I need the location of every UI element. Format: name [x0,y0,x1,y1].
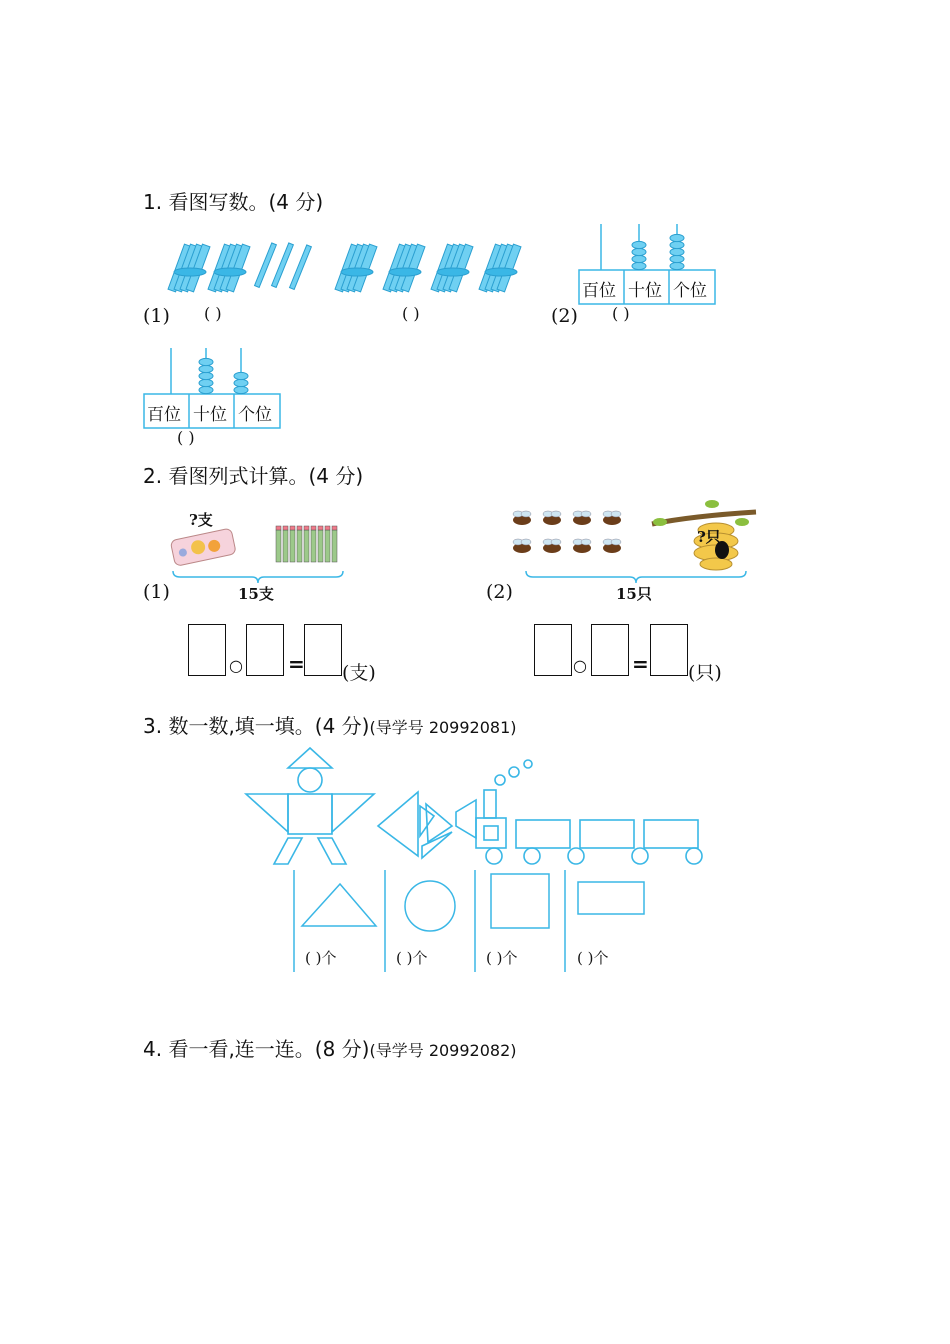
triangle-shape-icon [302,884,376,926]
q1-answer-blank-1[interactable]: ( ) [204,304,222,323]
pen-total-label: 15支 [238,585,274,603]
abacus-b-label-ones: 个位 [238,405,272,425]
question-4-code: (导学号 20992082) [369,1041,517,1060]
q2-eq1-box-2[interactable] [246,624,284,676]
q2-eq1-box-3[interactable] [304,624,342,676]
abacus-b-label-hundreds: 百位 [147,405,181,425]
question-3-code: (导学号 20992081) [369,718,517,737]
stick-bundles-illustration-2 [335,238,535,296]
bee-question-label: ?只 [697,528,721,546]
pen-total-brace [172,570,344,584]
count-blank-circle[interactable]: ( )个 [396,949,428,967]
stick-bundles-illustration-1 [168,238,328,296]
shape-figures-illustration [244,746,708,872]
pencil-case-illustration [168,526,240,566]
question-3-title [143,710,517,739]
q2-eq1-operator-circle[interactable]: ○ [229,656,243,675]
circle-shape-icon [405,881,455,931]
q2-part1-label: (1) [143,581,170,603]
q2-eq2-equals: = [632,652,649,676]
rectangle-shape-icon [578,882,644,914]
abacus-b-label-tens: 十位 [193,405,227,425]
q2-eq2-box-3[interactable] [650,624,688,676]
bee-total-brace [525,570,747,584]
question-4-title [143,1033,517,1062]
abacus-a-label-hundreds: 百位 [582,281,616,301]
bees-illustration [510,508,640,568]
q2-eq2-operator-circle[interactable]: ○ [573,656,587,675]
square-shape-icon [491,874,549,928]
q2-eq1-equals: = [288,652,305,676]
question-1-title: 1. 看图写数。(4 分) [143,190,324,214]
count-blank-rectangle[interactable]: ( )个 [577,949,609,967]
q2-part2-label: (2) [486,581,513,603]
q2-eq1-unit: (支) [342,662,376,684]
q2-eq2-box-2[interactable] [591,624,629,676]
pen-question-label: ?支 [189,511,213,529]
question-3-text: 3. 数一数,填一填。(4 分) [143,714,370,738]
count-blank-square[interactable]: ( )个 [486,949,518,967]
q2-eq2-unit: (只) [688,662,722,684]
abacus-a-label-ones: 个位 [673,281,707,301]
abacus-a-label-tens: 十位 [628,281,662,301]
bee-total-label: 15只 [616,585,652,603]
q1-answer-blank-2[interactable]: ( ) [402,304,420,323]
q2-eq2-box-1[interactable] [534,624,572,676]
q1-part1-label: (1) [143,305,170,327]
q1-part2-label: (2) [551,305,578,327]
count-blank-triangle[interactable]: ( )个 [305,949,337,967]
q2-eq1-box-1[interactable] [188,624,226,676]
pencils-illustration [275,522,339,566]
q1-answer-blank-3[interactable]: ( ) [612,304,630,323]
question-4-text: 4. 看一看,连一连。(8 分) [143,1037,370,1061]
question-2-title: 2. 看图列式计算。(4 分) [143,464,364,488]
q1-answer-blank-4[interactable]: ( ) [177,428,195,447]
